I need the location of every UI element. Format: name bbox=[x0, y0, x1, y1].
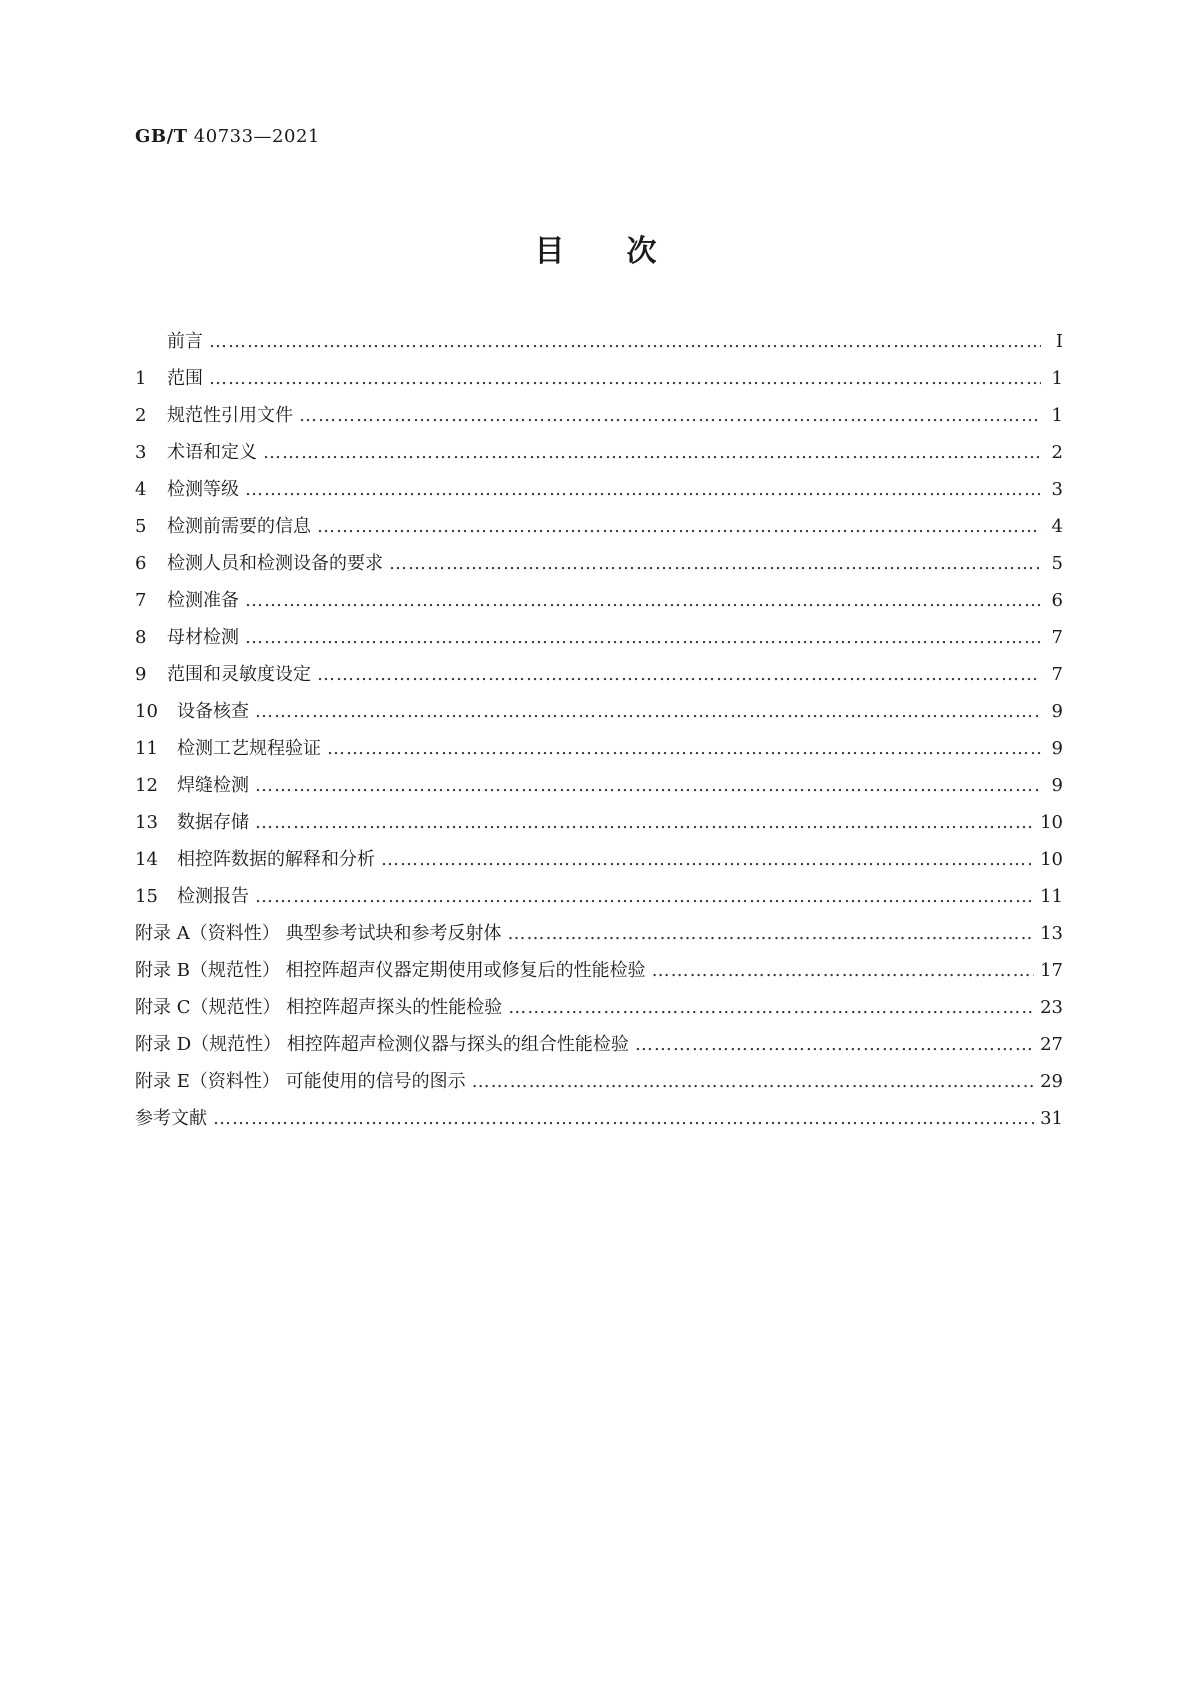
leader-dots bbox=[245, 627, 1041, 648]
toc-entry-page: 7 bbox=[1051, 664, 1063, 685]
toc-entry[interactable] bbox=[135, 586, 1063, 623]
toc-entry-number: 10 bbox=[135, 701, 158, 722]
toc-entry-page: 10 bbox=[1040, 812, 1063, 833]
toc-entry-label: 检测报告 bbox=[177, 886, 249, 907]
toc-entry-appendix[interactable] bbox=[135, 956, 1063, 993]
page-title: 目次 bbox=[534, 234, 719, 269]
toc-entry-number: 9 bbox=[135, 664, 147, 685]
toc-entry-page: 9 bbox=[1051, 738, 1063, 759]
toc-entry-label: 附录 A（资料性） 典型参考试块和参考反射体 bbox=[135, 923, 502, 944]
toc-entry-number: 2 bbox=[135, 405, 147, 426]
toc-entry-page: 1 bbox=[1051, 405, 1063, 426]
toc-entry-label: 焊缝检测 bbox=[177, 775, 249, 796]
leader-dots bbox=[327, 738, 1041, 759]
leader-dots bbox=[635, 1034, 1034, 1055]
toc-entry-label: 检测人员和检测设备的要求 bbox=[167, 553, 383, 574]
toc-entry-label: 检测前需要的信息 bbox=[167, 516, 311, 537]
leader-dots bbox=[213, 1108, 1034, 1129]
toc-entry-page: 31 bbox=[1040, 1108, 1063, 1129]
toc-entry[interactable] bbox=[135, 438, 1063, 475]
toc-entry-label: 范围 bbox=[167, 368, 203, 389]
toc-entry-appendix[interactable] bbox=[135, 1067, 1063, 1104]
toc-entry-page: 13 bbox=[1040, 923, 1063, 944]
toc-entry-appendix[interactable] bbox=[135, 993, 1063, 1030]
toc-entry-number: 3 bbox=[135, 442, 147, 463]
toc-entry-page: 5 bbox=[1051, 553, 1063, 574]
toc-entry[interactable] bbox=[135, 845, 1063, 882]
toc-entry[interactable] bbox=[135, 1104, 1063, 1141]
toc-entry-page: 27 bbox=[1040, 1034, 1063, 1055]
standard-code: GB/T bbox=[135, 126, 188, 147]
toc-entry[interactable] bbox=[135, 660, 1063, 697]
toc-entry-number: 6 bbox=[135, 553, 147, 574]
leader-dots bbox=[209, 368, 1041, 389]
toc-entry[interactable] bbox=[135, 364, 1063, 401]
toc-entry-page: 11 bbox=[1040, 886, 1063, 907]
toc-entry-page: 1 bbox=[1051, 368, 1063, 389]
toc-entry-page: 29 bbox=[1040, 1071, 1063, 1092]
toc-entry-label: 范围和灵敏度设定 bbox=[167, 664, 311, 685]
standard-header bbox=[135, 126, 320, 147]
toc-entry-number: 14 bbox=[135, 849, 158, 870]
toc-entry-label: 参考文献 bbox=[135, 1108, 207, 1129]
toc-entry[interactable] bbox=[135, 623, 1063, 660]
toc-entry-label: 检测准备 bbox=[167, 590, 239, 611]
leader-dots bbox=[299, 405, 1041, 426]
toc-entry-label: 相控阵数据的解释和分析 bbox=[177, 849, 375, 870]
leader-dots bbox=[317, 516, 1041, 537]
toc-entry-label: 前言 bbox=[167, 331, 203, 352]
toc-entry-number: 8 bbox=[135, 627, 147, 648]
leader-dots bbox=[389, 553, 1041, 574]
toc-entry-page: 3 bbox=[1051, 479, 1063, 500]
toc-entry-page: 10 bbox=[1040, 849, 1063, 870]
leader-dots bbox=[263, 442, 1041, 463]
toc-entry-label: 母材检测 bbox=[167, 627, 239, 648]
toc-entry-label: 附录 E（资料性） 可能使用的信号的图示 bbox=[135, 1071, 466, 1092]
toc-entry-number: 4 bbox=[135, 479, 147, 500]
leader-dots bbox=[255, 701, 1041, 722]
toc-entry-number: 15 bbox=[135, 886, 158, 907]
toc-entry-number: 12 bbox=[135, 775, 158, 796]
toc-entry-number: 1 bbox=[135, 368, 147, 389]
toc-entry[interactable] bbox=[135, 771, 1063, 808]
toc-entry-page: 23 bbox=[1040, 997, 1063, 1018]
leader-dots bbox=[381, 849, 1034, 870]
toc-entry-label: 数据存储 bbox=[177, 812, 249, 833]
toc-entry-label: 检测工艺规程验证 bbox=[177, 738, 321, 759]
standard-number: 40733—2021 bbox=[193, 126, 320, 147]
leader-dots bbox=[317, 664, 1041, 685]
toc-entry-page: 6 bbox=[1051, 590, 1063, 611]
toc-entry-page: 2 bbox=[1051, 442, 1063, 463]
leader-dots bbox=[508, 997, 1034, 1018]
toc-entry-page: 4 bbox=[1051, 516, 1063, 537]
toc-entry-page: Ⅰ bbox=[1055, 331, 1063, 352]
toc-entry[interactable] bbox=[135, 882, 1063, 919]
toc-entry[interactable] bbox=[135, 401, 1063, 438]
leader-dots bbox=[245, 479, 1041, 500]
table-of-contents bbox=[135, 327, 1063, 1141]
leader-dots bbox=[472, 1071, 1035, 1092]
toc-entry[interactable] bbox=[135, 327, 1063, 364]
toc-entry-page: 7 bbox=[1051, 627, 1063, 648]
toc-entry-label: 术语和定义 bbox=[167, 442, 257, 463]
toc-entry-label: 附录 B（规范性） 相控阵超声仪器定期使用或修复后的性能检验 bbox=[135, 960, 646, 981]
leader-dots bbox=[652, 960, 1034, 981]
toc-entry-page: 17 bbox=[1040, 960, 1063, 981]
leader-dots bbox=[209, 331, 1041, 352]
toc-entry-number: 7 bbox=[135, 590, 147, 611]
toc-entry[interactable] bbox=[135, 808, 1063, 845]
toc-entry-label: 检测等级 bbox=[167, 479, 239, 500]
toc-entry-label: 附录 C（规范性） 相控阵超声探头的性能检验 bbox=[135, 997, 503, 1018]
toc-entry[interactable] bbox=[135, 697, 1063, 734]
toc-entry-number: 11 bbox=[135, 738, 158, 759]
toc-entry[interactable] bbox=[135, 512, 1063, 549]
toc-entry-page: 9 bbox=[1051, 701, 1063, 722]
toc-entry-label: 规范性引用文件 bbox=[167, 405, 293, 426]
leader-dots bbox=[255, 886, 1034, 907]
toc-entry-appendix[interactable] bbox=[135, 1030, 1063, 1067]
toc-entry-label: 设备核查 bbox=[177, 701, 249, 722]
toc-entry[interactable] bbox=[135, 734, 1063, 771]
toc-entry[interactable] bbox=[135, 549, 1063, 586]
leader-dots bbox=[255, 775, 1041, 796]
leader-dots bbox=[255, 812, 1034, 833]
leader-dots bbox=[507, 923, 1034, 944]
toc-entry-number: 13 bbox=[135, 812, 158, 833]
toc-entry[interactable] bbox=[135, 475, 1063, 512]
toc-entry-label: 附录 D（规范性） 相控阵超声检测仪器与探头的组合性能检验 bbox=[135, 1034, 629, 1055]
toc-entry-page: 9 bbox=[1051, 775, 1063, 796]
leader-dots bbox=[245, 590, 1041, 611]
toc-entry-appendix[interactable] bbox=[135, 919, 1063, 956]
toc-entry-number: 5 bbox=[135, 516, 147, 537]
